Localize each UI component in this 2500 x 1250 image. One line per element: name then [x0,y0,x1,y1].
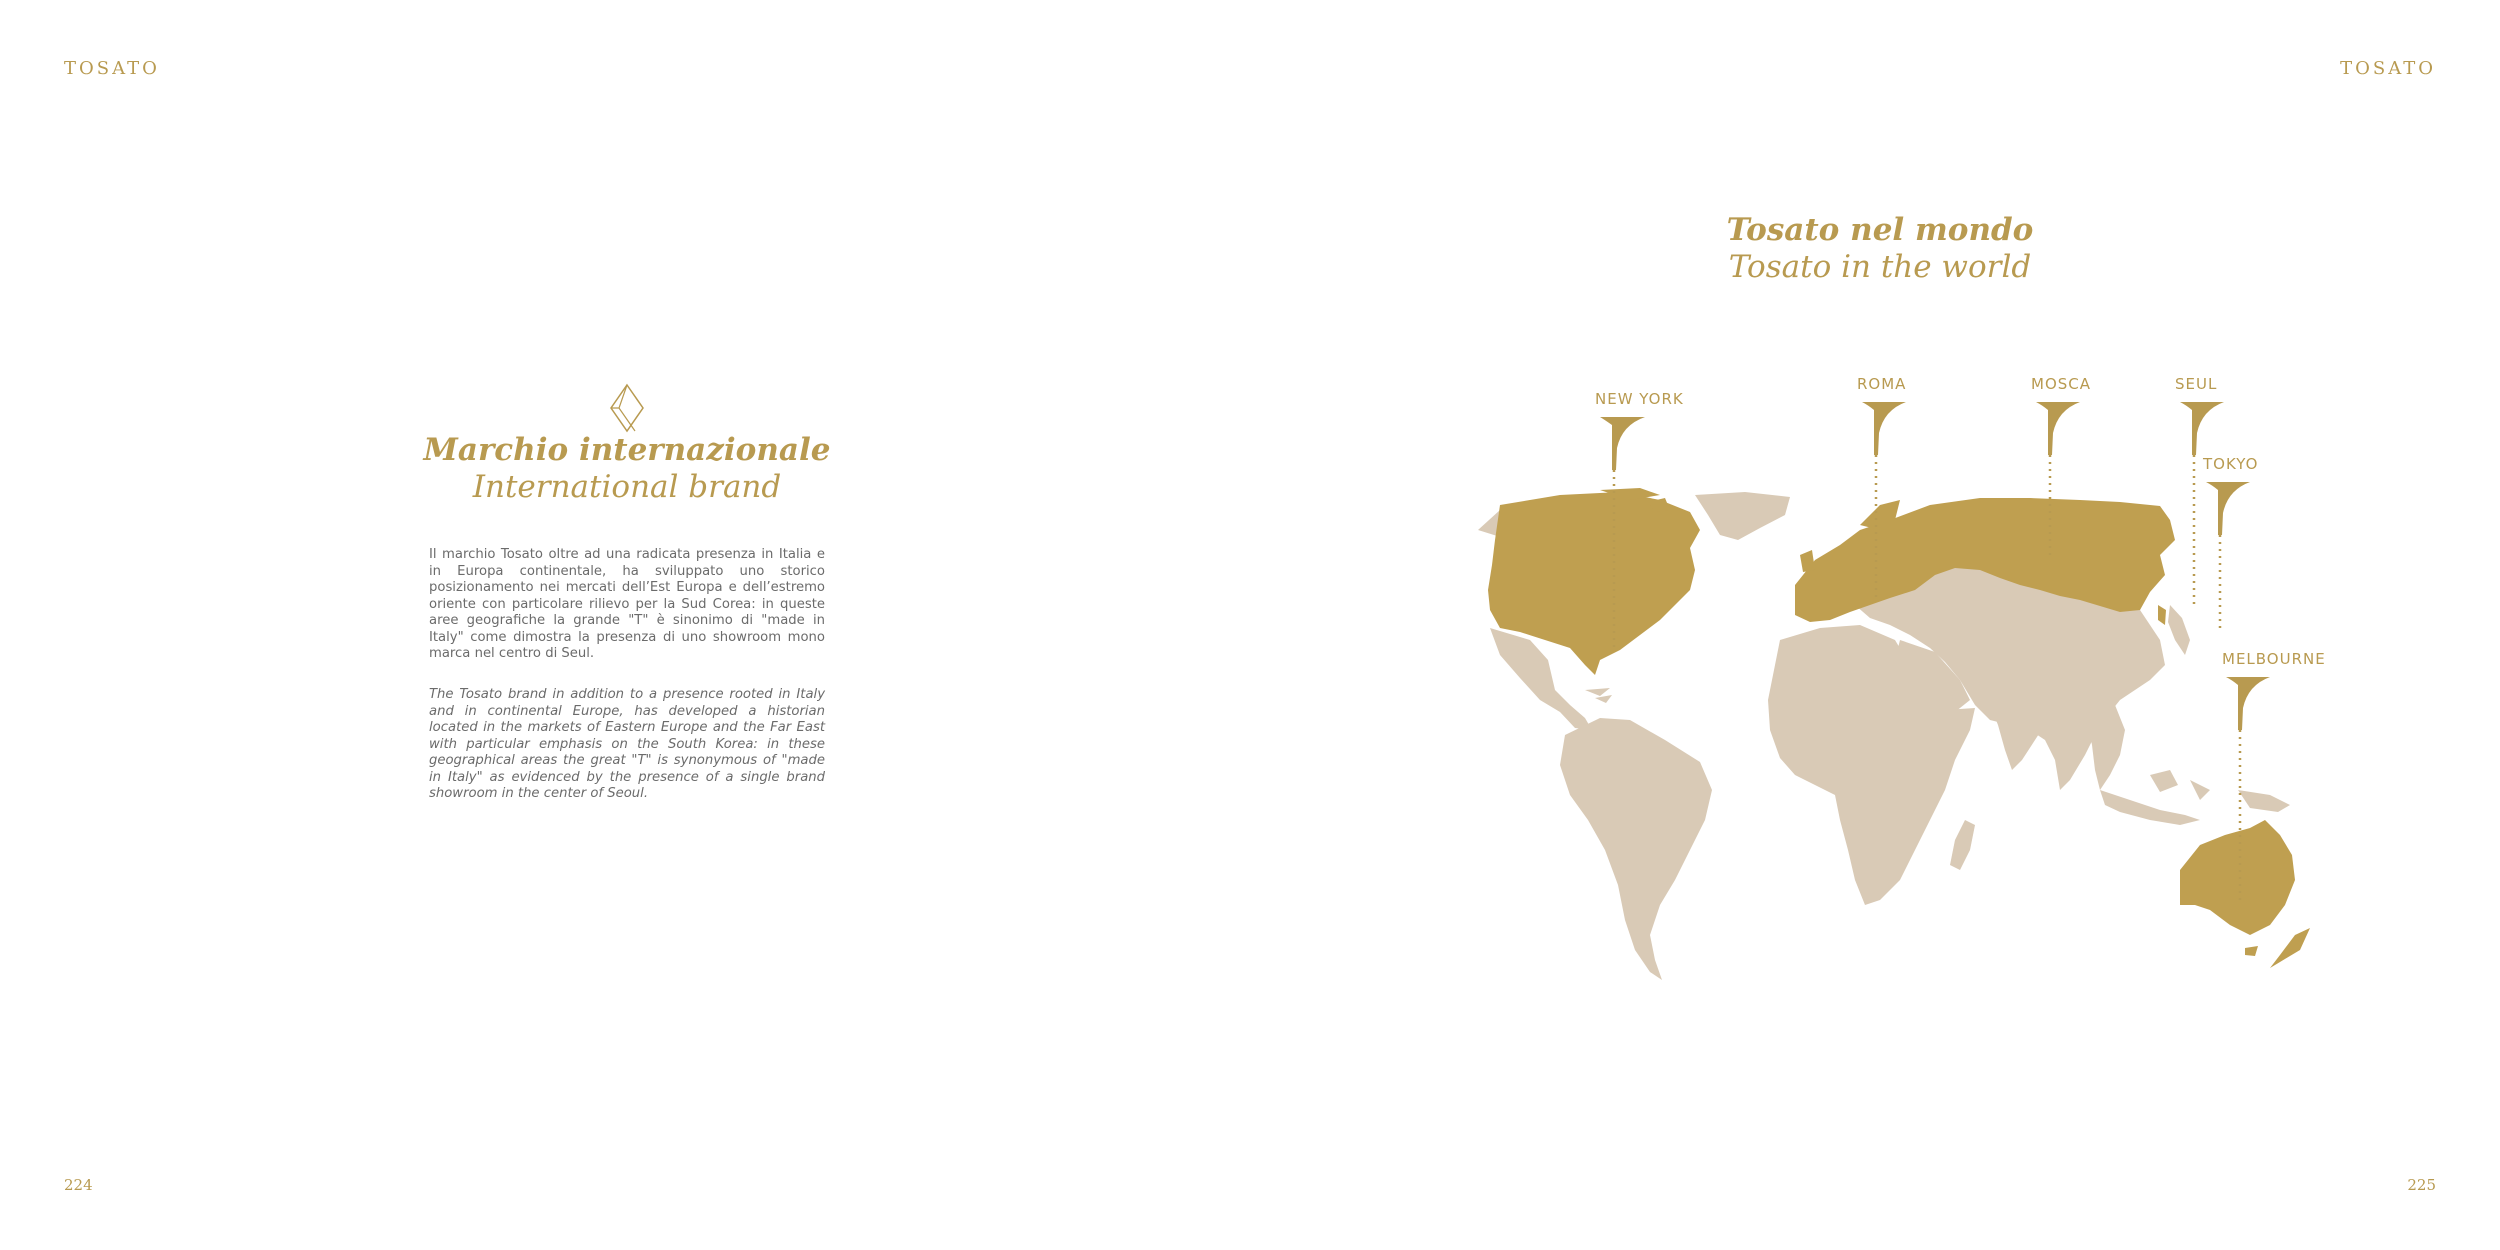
pin-flag-icon [1862,402,1906,455]
pin-seul [2180,402,2224,605]
title-italian: Marchio internazionale [423,432,831,468]
land-indochina [2085,700,2125,790]
pin-flag-icon [2036,402,2080,455]
land-australia [2180,820,2295,935]
pin-flag-icon [2226,677,2270,730]
land-south-america [1560,718,1712,980]
section-title-left [380,432,874,506]
brand-logo-left: TOSATO [64,58,160,79]
city-label-tokyo: TOKYO [2203,455,2259,473]
land-korea [2158,605,2166,625]
city-label-melbourne: MELBOURNE [2222,650,2326,668]
land-new-guinea [2238,790,2290,812]
page-number-right: 225 [2407,1176,2436,1194]
title-english: International brand [472,469,782,505]
paragraph-italian: Il marchio Tosato oltre ad una radicata presenza in Italia e in Europa continentale, ha sviluppato uno storico posizionamento nei mercati dell’Est Europa e dell’estremo oriente con particolare rilievo per la Sud Corea: in queste aree geografiche la grande "T" è sinonimo di "made in Italy" come dimostra la presenza di uno showroom mono marca nel centro di Seul. [429,547,825,661]
title-italian: Tosato nel mondo [1726,212,2034,248]
section-title-right [1680,212,2080,286]
page-number-left: 224 [64,1176,93,1194]
city-label-seul: SEUL [2175,375,2218,393]
paragraph-english: The Tosato brand in addition to a presence rooted in Italy and in continental Europe, has developed a historian located in the markets of Eastern Europe and the Far East with particular emphasis on the South Korea: in these geographical areas the great "T" is synonymous of "made in Italy" as evidenced by the presence of a single brand showroom in the center of Seoul. [429,687,825,801]
land-japan [2168,605,2190,655]
pin-tokyo [2206,482,2250,632]
land-new-zealand [2270,928,2310,968]
land-indonesia [2100,790,2200,825]
land-madagascar [1950,820,1975,870]
pin-flag-icon [2206,482,2250,535]
pin-flag-icon [2180,402,2224,455]
city-label-mosca: MOSCA [2031,375,2092,393]
world-map [1460,375,2310,995]
diamond-icon [609,383,645,433]
city-label-new-york: NEW YORK [1595,390,1684,408]
city-label-roma: ROMA [1857,375,1907,393]
land-greenland [1695,492,1790,540]
title-english: Tosato in the world [1728,249,2032,285]
pin-flag-icon [1600,417,1645,470]
brand-logo-right: TOSATO [2340,58,2436,79]
